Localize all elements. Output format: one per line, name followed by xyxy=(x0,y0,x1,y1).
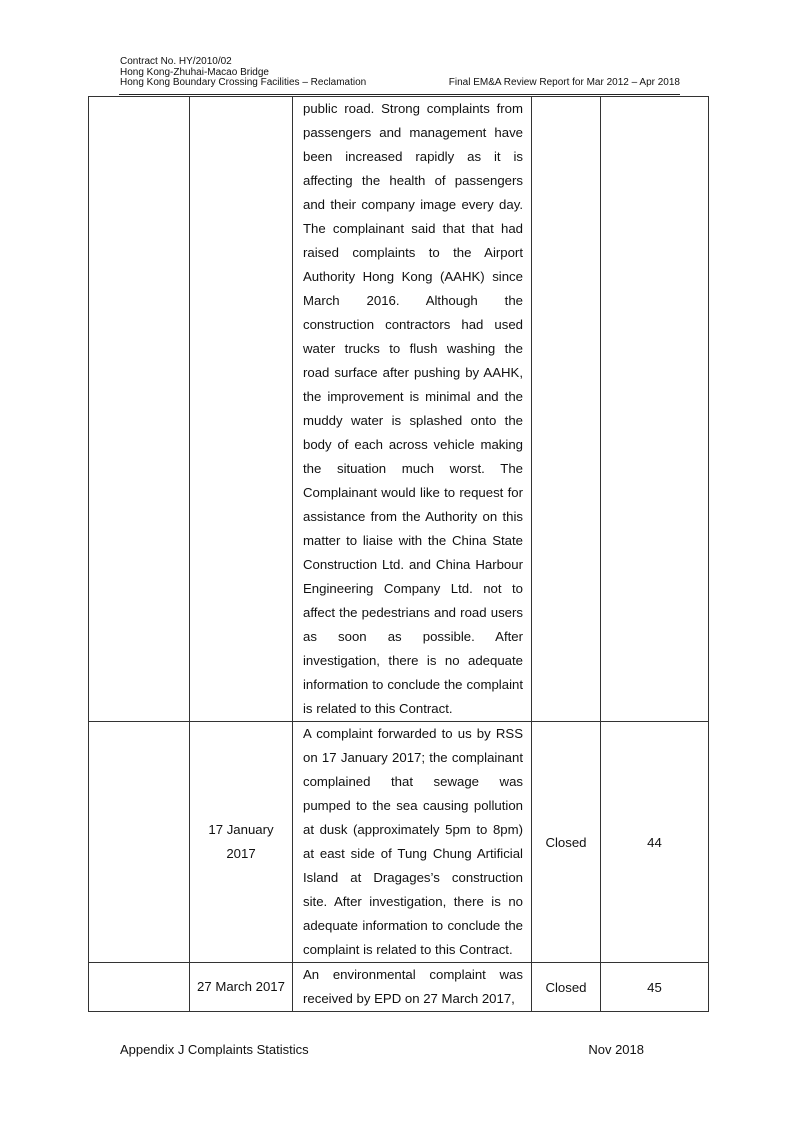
complaint-status: Closed xyxy=(532,722,601,963)
facility-name: Hong Kong Boundary Crossing Facilities – Reclamation xyxy=(120,77,367,88)
complaint-description: public road. Strong complaints from passengers and management have been increased rapidly as it is affecting the health of passengers and their company image every day. The complainant said that that had raised complaints to the Airport Authority Hong Kong (AAHK) since March 2016. Although the construction contractors had used water trucks to flush washing the road surface after pushing by AAHK, the improvement is minimal and the muddy water is splashed onto the body of each across vehicle making the situation much worst. The Complainant would like to request for assistance from the Authority on this matter to liaise with the China State Construction Ltd. and China Harbour Engineering Company Ltd. not to affect the pedestrians and road users as soon as possible. After investigation, there is no adequate information to conclude the complaint is related to this Contract. xyxy=(303,101,523,716)
complaint-description-cell xyxy=(293,722,532,963)
complaint-date xyxy=(190,722,293,963)
complaint-ref: 45 xyxy=(601,963,709,1012)
footer-date: Nov 2018 xyxy=(588,1042,644,1057)
complaint-description-cell xyxy=(293,97,532,722)
table-cell-blank xyxy=(89,97,190,722)
header-divider xyxy=(119,94,680,95)
complaint-description-cell xyxy=(293,963,532,1012)
report-title: Final EM&A Review Report for Mar 2012 – Apr 2018 xyxy=(448,77,680,88)
footer-appendix: Appendix J Complaints Statistics xyxy=(120,1042,309,1057)
table-row xyxy=(89,97,709,722)
complaint-description: An environmental complaint was received by EPD on 27 March 2017, xyxy=(303,967,523,1006)
contract-number: Contract No. HY/2010/02 xyxy=(120,56,232,67)
table-cell-blank xyxy=(89,722,190,963)
complaint-status xyxy=(532,97,601,722)
table-row xyxy=(89,963,709,1012)
complaint-date-text: 17 January 2017 xyxy=(208,822,274,861)
page-footer xyxy=(120,1042,644,1057)
table-cell-blank xyxy=(89,963,190,1012)
complaint-date xyxy=(190,97,293,722)
complaint-ref xyxy=(601,97,709,722)
page-header xyxy=(120,57,680,89)
complaints-table xyxy=(88,96,709,1012)
complaint-description: A complaint forwarded to us by RSS on 17 January 2017; the complainant complained that sewage was pumped to the sea causing pollution at dusk (approximately 5pm to 8pm) at east side of Tung Chung Artificial Island at Dragages’s construction site. After investigation, there is no adequate information to conclude the complaint is related to this Contract. xyxy=(303,726,523,957)
complaint-date: 27 March 2017 xyxy=(190,963,293,1012)
header-row xyxy=(120,78,680,89)
complaint-ref: 44 xyxy=(601,722,709,963)
table-row xyxy=(89,722,709,963)
complaint-status: Closed xyxy=(532,963,601,1012)
project-name: Hong Kong-Zhuhai-Macao Bridge xyxy=(120,66,269,78)
